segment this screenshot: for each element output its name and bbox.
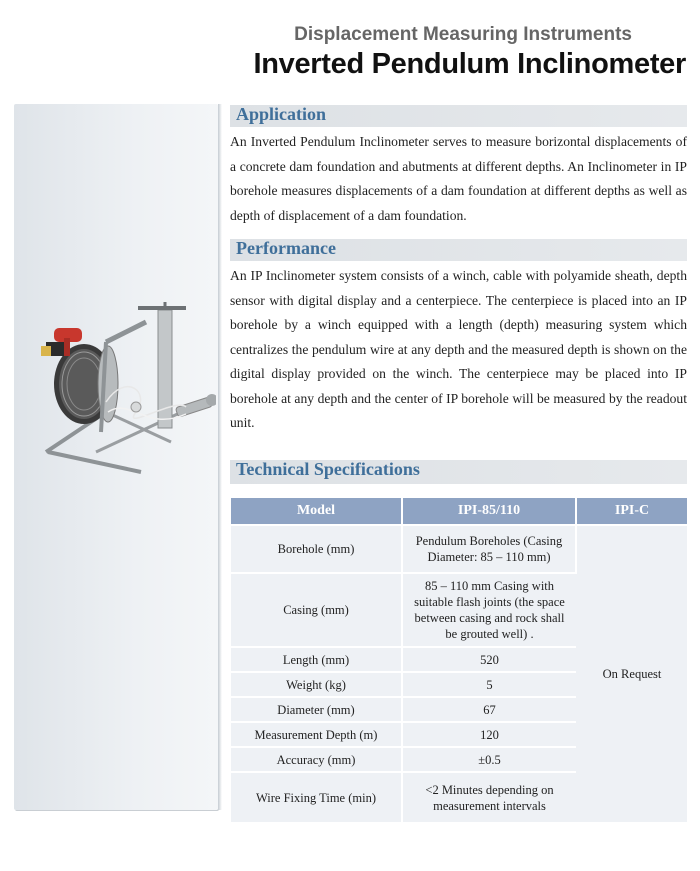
row-label: Borehole (mm) xyxy=(231,525,402,573)
row-label: Diameter (mm) xyxy=(231,697,402,722)
row-value: 5 xyxy=(402,672,576,697)
row-value: 520 xyxy=(402,647,576,672)
row-value: Pendulum Boreholes (Casing Diameter: 85 – 110 mm) xyxy=(402,525,576,573)
row-label: Accuracy (mm) xyxy=(231,747,402,772)
header-model: Model xyxy=(231,498,402,525)
subtitle: Displacement Measuring Instruments xyxy=(294,24,632,45)
row-value: 67 xyxy=(402,697,576,722)
row-label: Measurement Depth (m) xyxy=(231,722,402,747)
specs-header xyxy=(230,460,687,484)
row-label: Weight (kg) xyxy=(231,672,402,697)
performance-heading: Performance xyxy=(236,238,336,258)
photo-panel xyxy=(14,104,218,810)
row-value: 85 – 110 mm Casing with suitable flash joints (the space between casing and rock shall be grouted well) . xyxy=(402,573,576,647)
row-label: Length (mm) xyxy=(231,647,402,672)
application-header xyxy=(230,105,687,127)
row-label: Casing (mm) xyxy=(231,573,402,647)
performance-text: An IP Inclinometer system consists of a winch, cable with polyamide sheath, depth sensor with digital display and a centerpiece. The centerpiece is placed into an IP borehole by a winch equipped with a length (depth) measuring system which centralizes the pendulum wire at any depth and the measured depth is shown on the digital display provided on the winch. The centerpiece may be placed into IP borehole at any depth and the center of IP borehole will be measured by the readout unit. xyxy=(230,268,687,430)
application-heading: Application xyxy=(236,104,327,124)
specifications-table xyxy=(231,498,687,822)
row-value: ±0.5 xyxy=(402,747,576,772)
page-title: Inverted Pendulum Inclinometer xyxy=(253,48,686,80)
row-label: Wire Fixing Time (min) xyxy=(231,772,402,822)
header-ipi-85-110: IPI-85/110 xyxy=(402,498,576,525)
inclinometer-device-image xyxy=(36,302,216,502)
row-value: <2 Minutes depending on measurement intervals xyxy=(402,772,576,822)
ipi-c-value: On Request xyxy=(576,525,687,822)
row-value: 120 xyxy=(402,722,576,747)
application-text: An Inverted Pendulum Inclinometer serves to measure borizontal displacements of a concrete dam foundation and abutments at different depths. An Inclinometer in IP borehole measures displacements of a dam foundation at different depths as well as depth of displacement of a dam foundation. xyxy=(230,134,687,223)
header-ipi-c: IPI-C xyxy=(576,498,687,525)
specs-heading: Technical Specifications xyxy=(236,459,420,479)
performance-header xyxy=(230,239,687,261)
